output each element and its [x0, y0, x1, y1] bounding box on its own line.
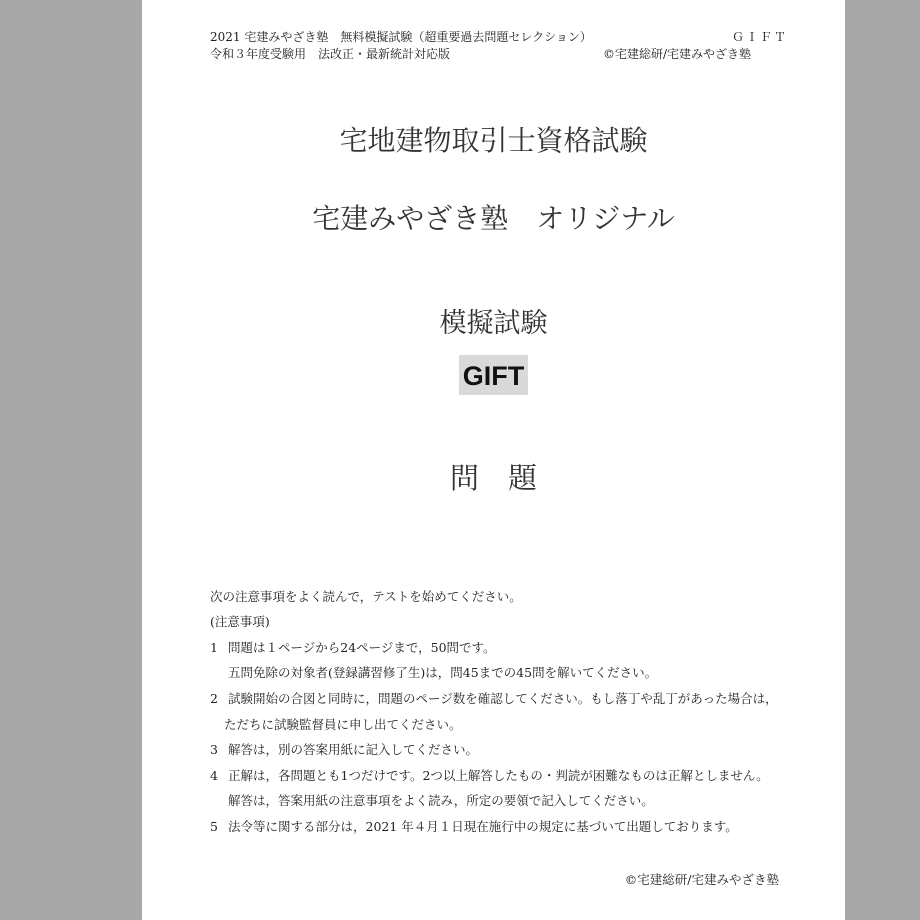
instruction-text: 問題は１ページから24ページまで，50問です。	[228, 640, 496, 655]
mock-exam-title: 模擬試験	[439, 308, 548, 339]
footer-copyright: ©宅建総研/宅建みやざき塾	[624, 872, 779, 887]
problems-heading: 問 題	[449, 461, 537, 495]
edition-badge: GIFT	[459, 355, 529, 395]
edition-badge-wrap	[142, 355, 845, 395]
header-copyright: ©宅建総研/宅建みやざき塾	[603, 47, 752, 61]
instruction-text: 法令等に関する部分は，2021 年４月１日現在施行中の規定に基づいて出題しております。	[228, 819, 738, 834]
exam-name-title: 宅地建物取引士資格試験	[339, 124, 648, 157]
instruction-item-3	[210, 742, 478, 758]
instruction-number: 2	[210, 691, 218, 706]
instruction-number: 3	[210, 742, 218, 757]
instructions-intro: 次の注意事項をよく読んで，テストを始めてください。	[210, 589, 522, 604]
instruction-number: 1	[210, 640, 218, 655]
instruction-text: 正解は，各問題とも1つだけです。2つ以上解答したもの・判読が困難なものは正解としません。	[228, 768, 769, 783]
instruction-item-1	[210, 640, 496, 656]
header-gift-label: ＧＩＦＴ	[732, 30, 789, 44]
instruction-item-1-cont: 五問免除の対象者(登録講習修了生)は，問45までの45問を解いてください。	[228, 665, 658, 680]
instruction-item-2	[210, 691, 778, 707]
instruction-item-4-cont: 解答は，答案用紙の注意事項をよく読み，所定の要領で記入してください。	[228, 793, 654, 808]
instruction-text: 解答は，別の答案用紙に記入してください。	[228, 742, 479, 757]
original-subtitle: 宅建みやざき塾 オリジナル	[312, 202, 675, 235]
header-edition-note: 令和３年度受験用 法改正・最新統計対応版	[210, 47, 451, 61]
instruction-item-2-cont: ただちに試験監督員に申し出てください。	[224, 717, 462, 732]
exam-cover-page	[142, 0, 845, 920]
instruction-number: 5	[210, 819, 218, 834]
instruction-number: 4	[210, 768, 218, 783]
instruction-item-5	[210, 819, 738, 835]
instruction-item-4	[210, 768, 769, 784]
instruction-text: 試験開始の合図と同時に，問題のページ数を確認してください。もし落丁や乱丁があった場合は，	[228, 691, 778, 706]
instructions-heading: (注意事項)	[210, 614, 270, 629]
header-series-title: 2021 宅建みやざき塾 無料模擬試験（超重要過去問題セレクション）	[210, 30, 592, 44]
